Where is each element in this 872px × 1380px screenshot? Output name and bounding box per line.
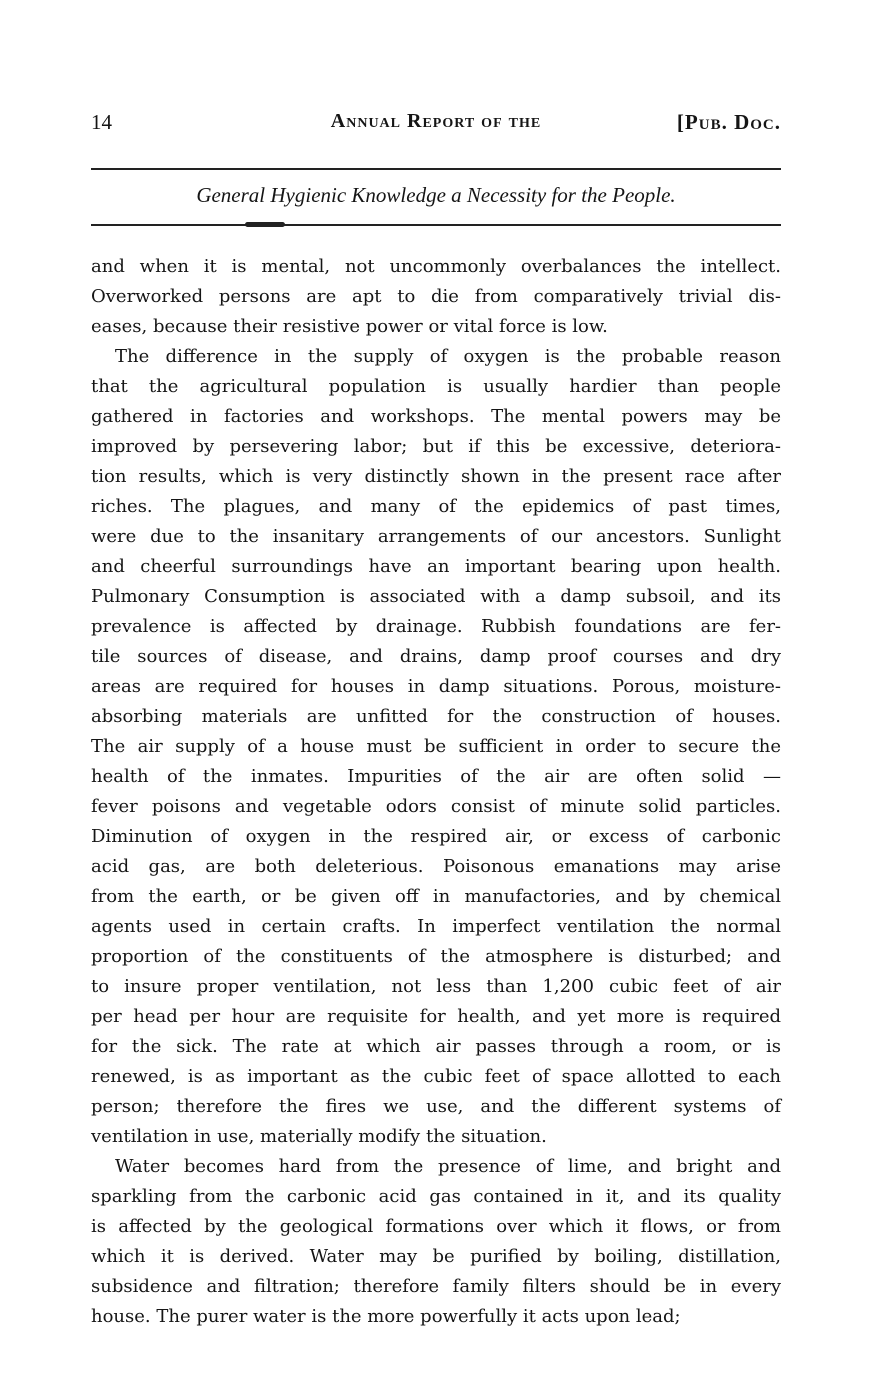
text-line: eases, because their resistive power or vital force is low. xyxy=(91,316,608,337)
text-line: The air supply of a house must be sufficient in order to secure the xyxy=(91,736,781,757)
text-line: renewed, is as important as the cubic feet of space allotted to each xyxy=(91,1066,781,1087)
text-line: is affected by the geological formations over which it flows, or from xyxy=(91,1216,781,1237)
text-line: from the earth, or be given off in manufactories, and by chemical xyxy=(91,886,781,907)
text-line: fever poisons and vegetable odors consist of minute solid particles. xyxy=(91,796,781,817)
text-line: to insure proper ventilation, not less than 1,200 cubic feet of air xyxy=(91,976,781,997)
section-heading: General Hygienic Knowledge a Necessity for the People. xyxy=(196,183,676,207)
text-line: The difference in the supply of oxygen is the probable reason xyxy=(115,346,781,367)
text-line: riches. The plagues, and many of the epidemics of past times, xyxy=(91,496,781,517)
text-line: and when it is mental, not uncommonly overbalances the intellect. xyxy=(91,256,781,277)
paragraph xyxy=(91,342,781,1152)
text-line: subsidence and filtration; therefore family filters should be in every xyxy=(91,1276,781,1297)
text-line: per head per hour are requisite for health, and yet more is required xyxy=(91,1006,781,1027)
text-line: gathered in factories and workshops. The mental powers may be xyxy=(91,406,781,427)
text-line: acid gas, are both deleterious. Poisonous emanations may arise xyxy=(91,856,781,877)
text-line: Overworked persons are apt to die from comparatively trivial dis- xyxy=(91,286,781,307)
text-line: that the agricultural population is usually hardier than people xyxy=(91,376,781,397)
text-line: Diminution of oxygen in the respired air, or excess of carbonic xyxy=(91,826,781,847)
text-line: areas are required for houses in damp situations. Porous, moisture- xyxy=(91,676,781,697)
paragraph xyxy=(91,1152,781,1332)
text-line: tion results, which is very distinctly shown in the present race after xyxy=(91,466,781,487)
text-line: improved by persevering labor; but if this be excessive, deteriora- xyxy=(91,436,781,457)
text-line: absorbing materials are unfitted for the construction of houses. xyxy=(91,706,781,727)
text-line: prevalence is affected by drainage. Rubbish foundations are fer- xyxy=(91,616,781,637)
text-line: and cheerful surroundings have an important bearing upon health. xyxy=(91,556,781,577)
document-label: [Pub. Doc. xyxy=(676,110,781,134)
divider-ornament xyxy=(245,222,285,227)
page-header xyxy=(91,110,781,140)
text-line: Pulmonary Consumption is associated with a damp subsoil, and its xyxy=(91,586,781,607)
text-line: agents used in certain crafts. In imperfect ventilation the normal xyxy=(91,916,781,937)
text-line: person; therefore the fires we use, and the different systems of xyxy=(91,1096,781,1117)
body-text xyxy=(91,252,781,1332)
header-divider xyxy=(91,168,781,170)
paragraph xyxy=(91,252,781,342)
text-line: sparkling from the carbonic acid gas contained in it, and its quality xyxy=(91,1186,781,1207)
text-line: for the sick. The rate at which air passes through a room, or is xyxy=(91,1036,781,1057)
text-line: were due to the insanitary arrangements of our ancestors. Sunlight xyxy=(91,526,781,547)
text-line: tile sources of disease, and drains, damp proof courses and dry xyxy=(91,646,781,667)
text-line: health of the inmates. Impurities of the air are often solid — xyxy=(91,766,781,787)
text-line: proportion of the constituents of the atmosphere is disturbed; and xyxy=(91,946,781,967)
text-line: which it is derived. Water may be purified by boiling, distillation, xyxy=(91,1246,781,1267)
text-line: house. The purer water is the more powerfully it acts upon lead; xyxy=(91,1306,681,1327)
running-title: Annual Report of the xyxy=(330,110,542,132)
page-number: 14 xyxy=(91,110,112,134)
heading-divider xyxy=(91,224,781,226)
text-line: ventilation in use, materially modify the situation. xyxy=(91,1126,547,1147)
text-line: Water becomes hard from the presence of lime, and bright and xyxy=(115,1156,781,1177)
